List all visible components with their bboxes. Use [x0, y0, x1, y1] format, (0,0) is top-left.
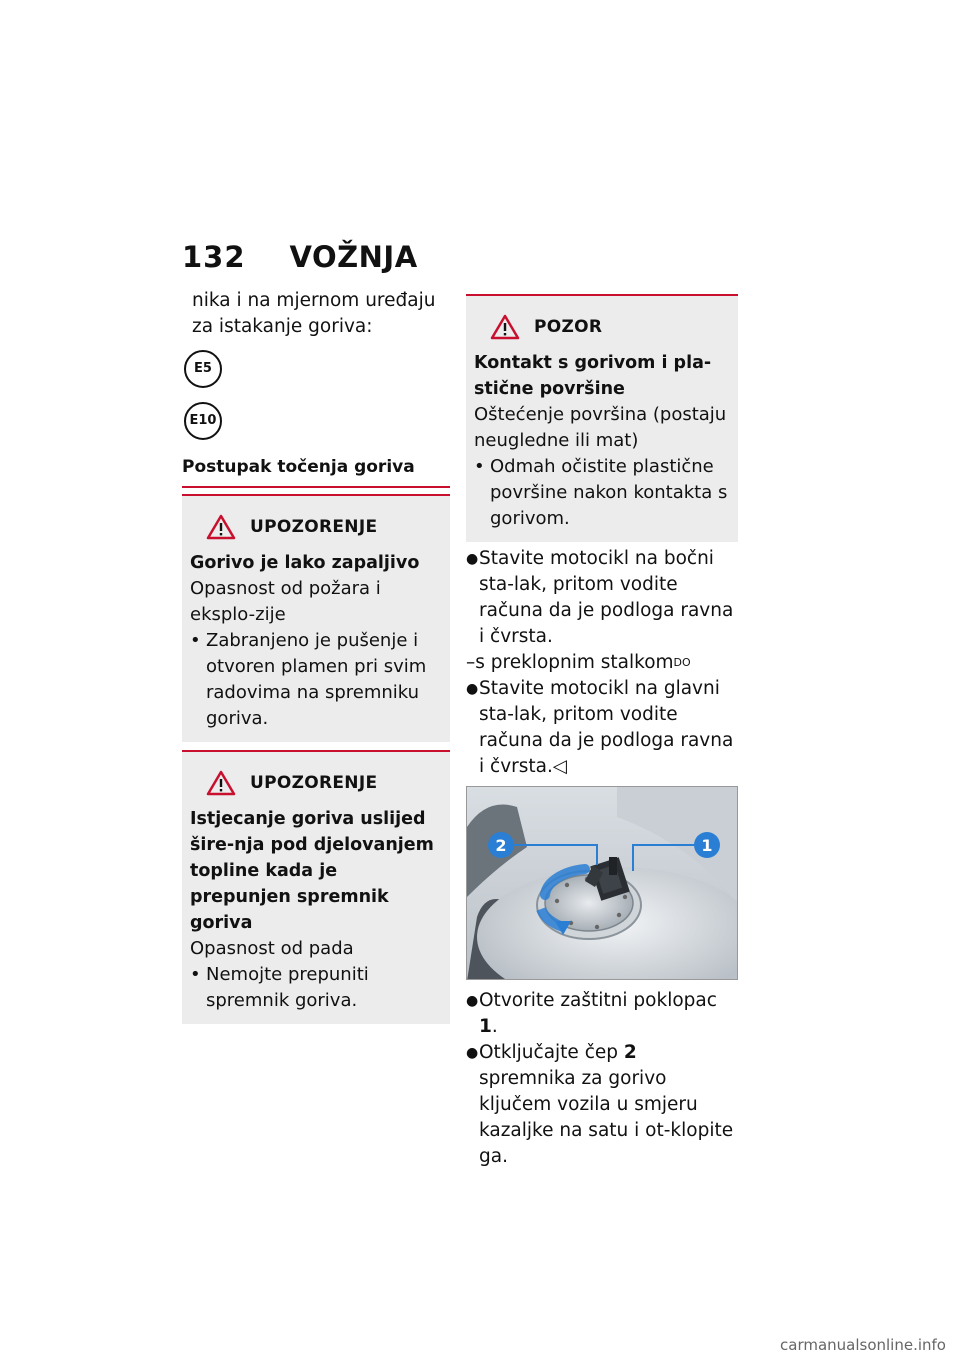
- option-text: –s preklopnim stalkom: [466, 652, 674, 673]
- step-item: ● Otključajte čep 2 spremnika za gorivo ključem vozila u smjeru kazaljke na satu i ot-klopite ga.: [466, 1042, 734, 1167]
- step-item: ● Stavite motocikl na glavni sta-lak, pritom vodite računa da je podloga ravna i čvrsta.◁: [466, 676, 738, 780]
- fuel-cap-image: [467, 787, 738, 980]
- warning-text: Opasnost od pada: [190, 938, 354, 959]
- caution-bullet: • Odmah očistite plastične površine nakon kontakta s gorivom.: [474, 454, 730, 532]
- caution-heading: Kontakt s gorivom i pla-stične površine: [474, 353, 712, 399]
- step-text: Otvorite zaštitni poklopac: [479, 990, 717, 1011]
- callout-2-label: 2: [495, 836, 507, 855]
- page-number: 132: [182, 240, 246, 274]
- warning-triangle-icon: [206, 770, 236, 796]
- warning-text: Opasnost od požara i eksplo-zije: [190, 578, 381, 625]
- step-text: Stavite motocikl na glavni sta-lak, pritom vodite računa da je podloga ravna i čvrsta.◁: [479, 678, 734, 777]
- warning-box-flammable: [182, 494, 450, 742]
- e5-fuel-badge: E5: [184, 350, 222, 388]
- step-ref-number: 2: [623, 1042, 637, 1063]
- chapter-title: VOŽNJA: [289, 240, 418, 274]
- warning-title: UPOZORENJE: [250, 517, 378, 537]
- step-item: ● Stavite motocikl na bočni sta-lak, pritom vodite računa da je podloga ravna i čvrsta.: [466, 546, 738, 650]
- step-text: Stavite motocikl na bočni sta-lak, pritom vodite računa da je podloga ravna i čvrsta.: [479, 548, 734, 647]
- step-item: ● Otvorite zaštitni poklopac 1.: [466, 990, 717, 1037]
- caution-bullet-text: Odmah očistite plastične površine nakon kontakta s gorivom.: [490, 456, 728, 529]
- caution-text: Oštećenje površina (postaju neugledne ili mat): [474, 404, 727, 451]
- option-superscript: DO: [673, 656, 691, 669]
- caution-title: POZOR: [534, 317, 603, 337]
- section-title: Postupak točenja goriva: [182, 454, 450, 488]
- option-line: [466, 650, 738, 676]
- warning-heading: Istjecanje goriva uslijed šire-nja pod djelovanjem topline kada je prepunjen spremnik goriva: [190, 809, 434, 933]
- steps-list: [466, 546, 738, 780]
- page-header: [182, 240, 418, 280]
- continuation-text: nika i na mjernom uređaju za istakanje goriva:: [192, 290, 436, 337]
- steps-list-2: [466, 988, 738, 1170]
- e10-fuel-badge: E10: [184, 402, 222, 440]
- warning-heading: Gorivo je lako zapaljivo: [190, 553, 420, 573]
- step-text-end: .: [491, 1016, 498, 1037]
- watermark-footer: carmanualsonline.info: [780, 1336, 946, 1354]
- warning-box-overfill: [182, 750, 450, 1024]
- callout-1-label: 1: [701, 836, 713, 855]
- caution-box-plastic: [466, 294, 738, 542]
- step-text: Otključajte čep: [479, 1042, 624, 1063]
- warning-triangle-icon: [490, 314, 520, 340]
- fuel-cap-illustration: [466, 786, 738, 980]
- step-ref-number: 1: [479, 1016, 492, 1037]
- right-column: [466, 294, 738, 1170]
- warning-bullet-text: Nemojte prepuniti spremnik goriva.: [206, 964, 369, 1011]
- warning-triangle-icon: [206, 514, 236, 540]
- warning-bullet: • Nemojte prepuniti spremnik goriva.: [190, 962, 442, 1014]
- warning-title: UPOZORENJE: [250, 773, 378, 793]
- warning-bullet-text: Zabranjeno je pušenje i otvoren plamen pri svim radovima na spremniku goriva.: [206, 630, 427, 729]
- warning-bullet: • Zabranjeno je pušenje i otvoren plamen pri svim radovima na spremniku goriva.: [190, 628, 442, 732]
- left-column: [182, 288, 450, 1024]
- step-text-end: spremnika za gorivo ključem vozila u smjeru kazaljke na satu i ot-klopite ga.: [479, 1068, 734, 1167]
